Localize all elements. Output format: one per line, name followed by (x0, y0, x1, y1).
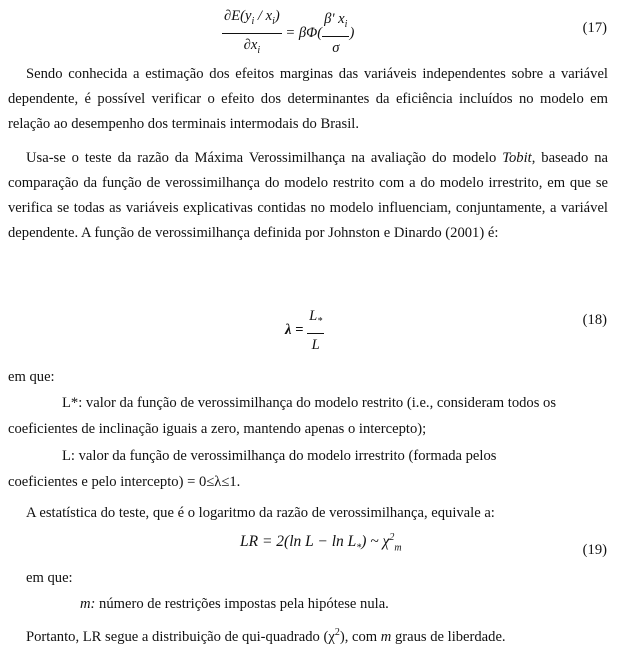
equation-18-number: (18) (582, 312, 607, 328)
eq18-fraction: $\frac{L_*}{L}$ (309, 308, 323, 353)
equation-17-expression: $\frac{\partial E(y_i / x_i)}{\partial x_i}$ = βΦ( $\frac{\beta' x_i}{\sigma}$ ) (222, 6, 354, 61)
paragraph-4: Portanto, LR segue a distribuição de qui-quadrado $(\chi^2)$, com m graus de liberdade. (26, 627, 506, 645)
definition-lstar-line-1: L*: valor da função de verossimilhança do modelo restrito (i.e., consideram todos os (62, 395, 557, 411)
paragraph-1: Sendo conhecida a estimação dos efeitos marginas das variáveis independentes sobre a variável dependente, é possível verificar o efeito dos determinantes da eficiência incluídos no modelo em relação ao desempenho dos terminais intermodais do Brasil. (8, 66, 608, 132)
definition-l-line-1: L: valor da função de verossimilhança do modelo irrestrito (formada pelos (62, 448, 497, 464)
equation-18 (0, 306, 634, 356)
equation-18-expression: λ = $\frac{L_*}{L}$ (285, 308, 323, 353)
em-que-label-1: em que: (8, 369, 55, 385)
definition-m: m: número de restrições impostas pela hipótese nula. (80, 596, 389, 612)
em-que-label-2: em que: (26, 570, 73, 586)
equation-17 (0, 6, 634, 56)
equation-19-number: (19) (582, 542, 607, 558)
eq17-lhs-fraction: $\frac{\partial E(y_i / x_i)}{\partial x_i}$ (224, 8, 280, 56)
paragraph-3: A estatística do teste, que é o logaritmo da razão de verossimilhança, equivale a: (26, 505, 495, 521)
equation-17-number: (17) (582, 20, 607, 36)
eq17-rhs-fraction: $\frac{\beta' x_i}{\sigma}$ (324, 10, 348, 56)
definition-lstar-line-2: coeficientes de inclinação iguais a zero, mantendo apenas o intercepto); (8, 421, 427, 437)
equation-19 (0, 530, 634, 562)
paragraph-2: Usa-se o teste da razão da Máxima Verossimilhança na avaliação do modelo Tobit, baseado na comparação da função de verossimilhança do modelo restrito com a do modelo irrestrito, em que se verifica se todas as variáveis explicativas contidas no modelo influenciam, conjuntamente, a variável dependente. A função de verossimilhança definida por Johnston e Dinardo (2001) é: (8, 150, 608, 241)
equation-19-expression: LR = 2(ln $L - \ln L_*$) ~ $\chi^2_m$ (240, 532, 402, 554)
definition-l-line-2: coeficientes e pelo intercepto) = 0≤λ≤1. (8, 474, 241, 490)
